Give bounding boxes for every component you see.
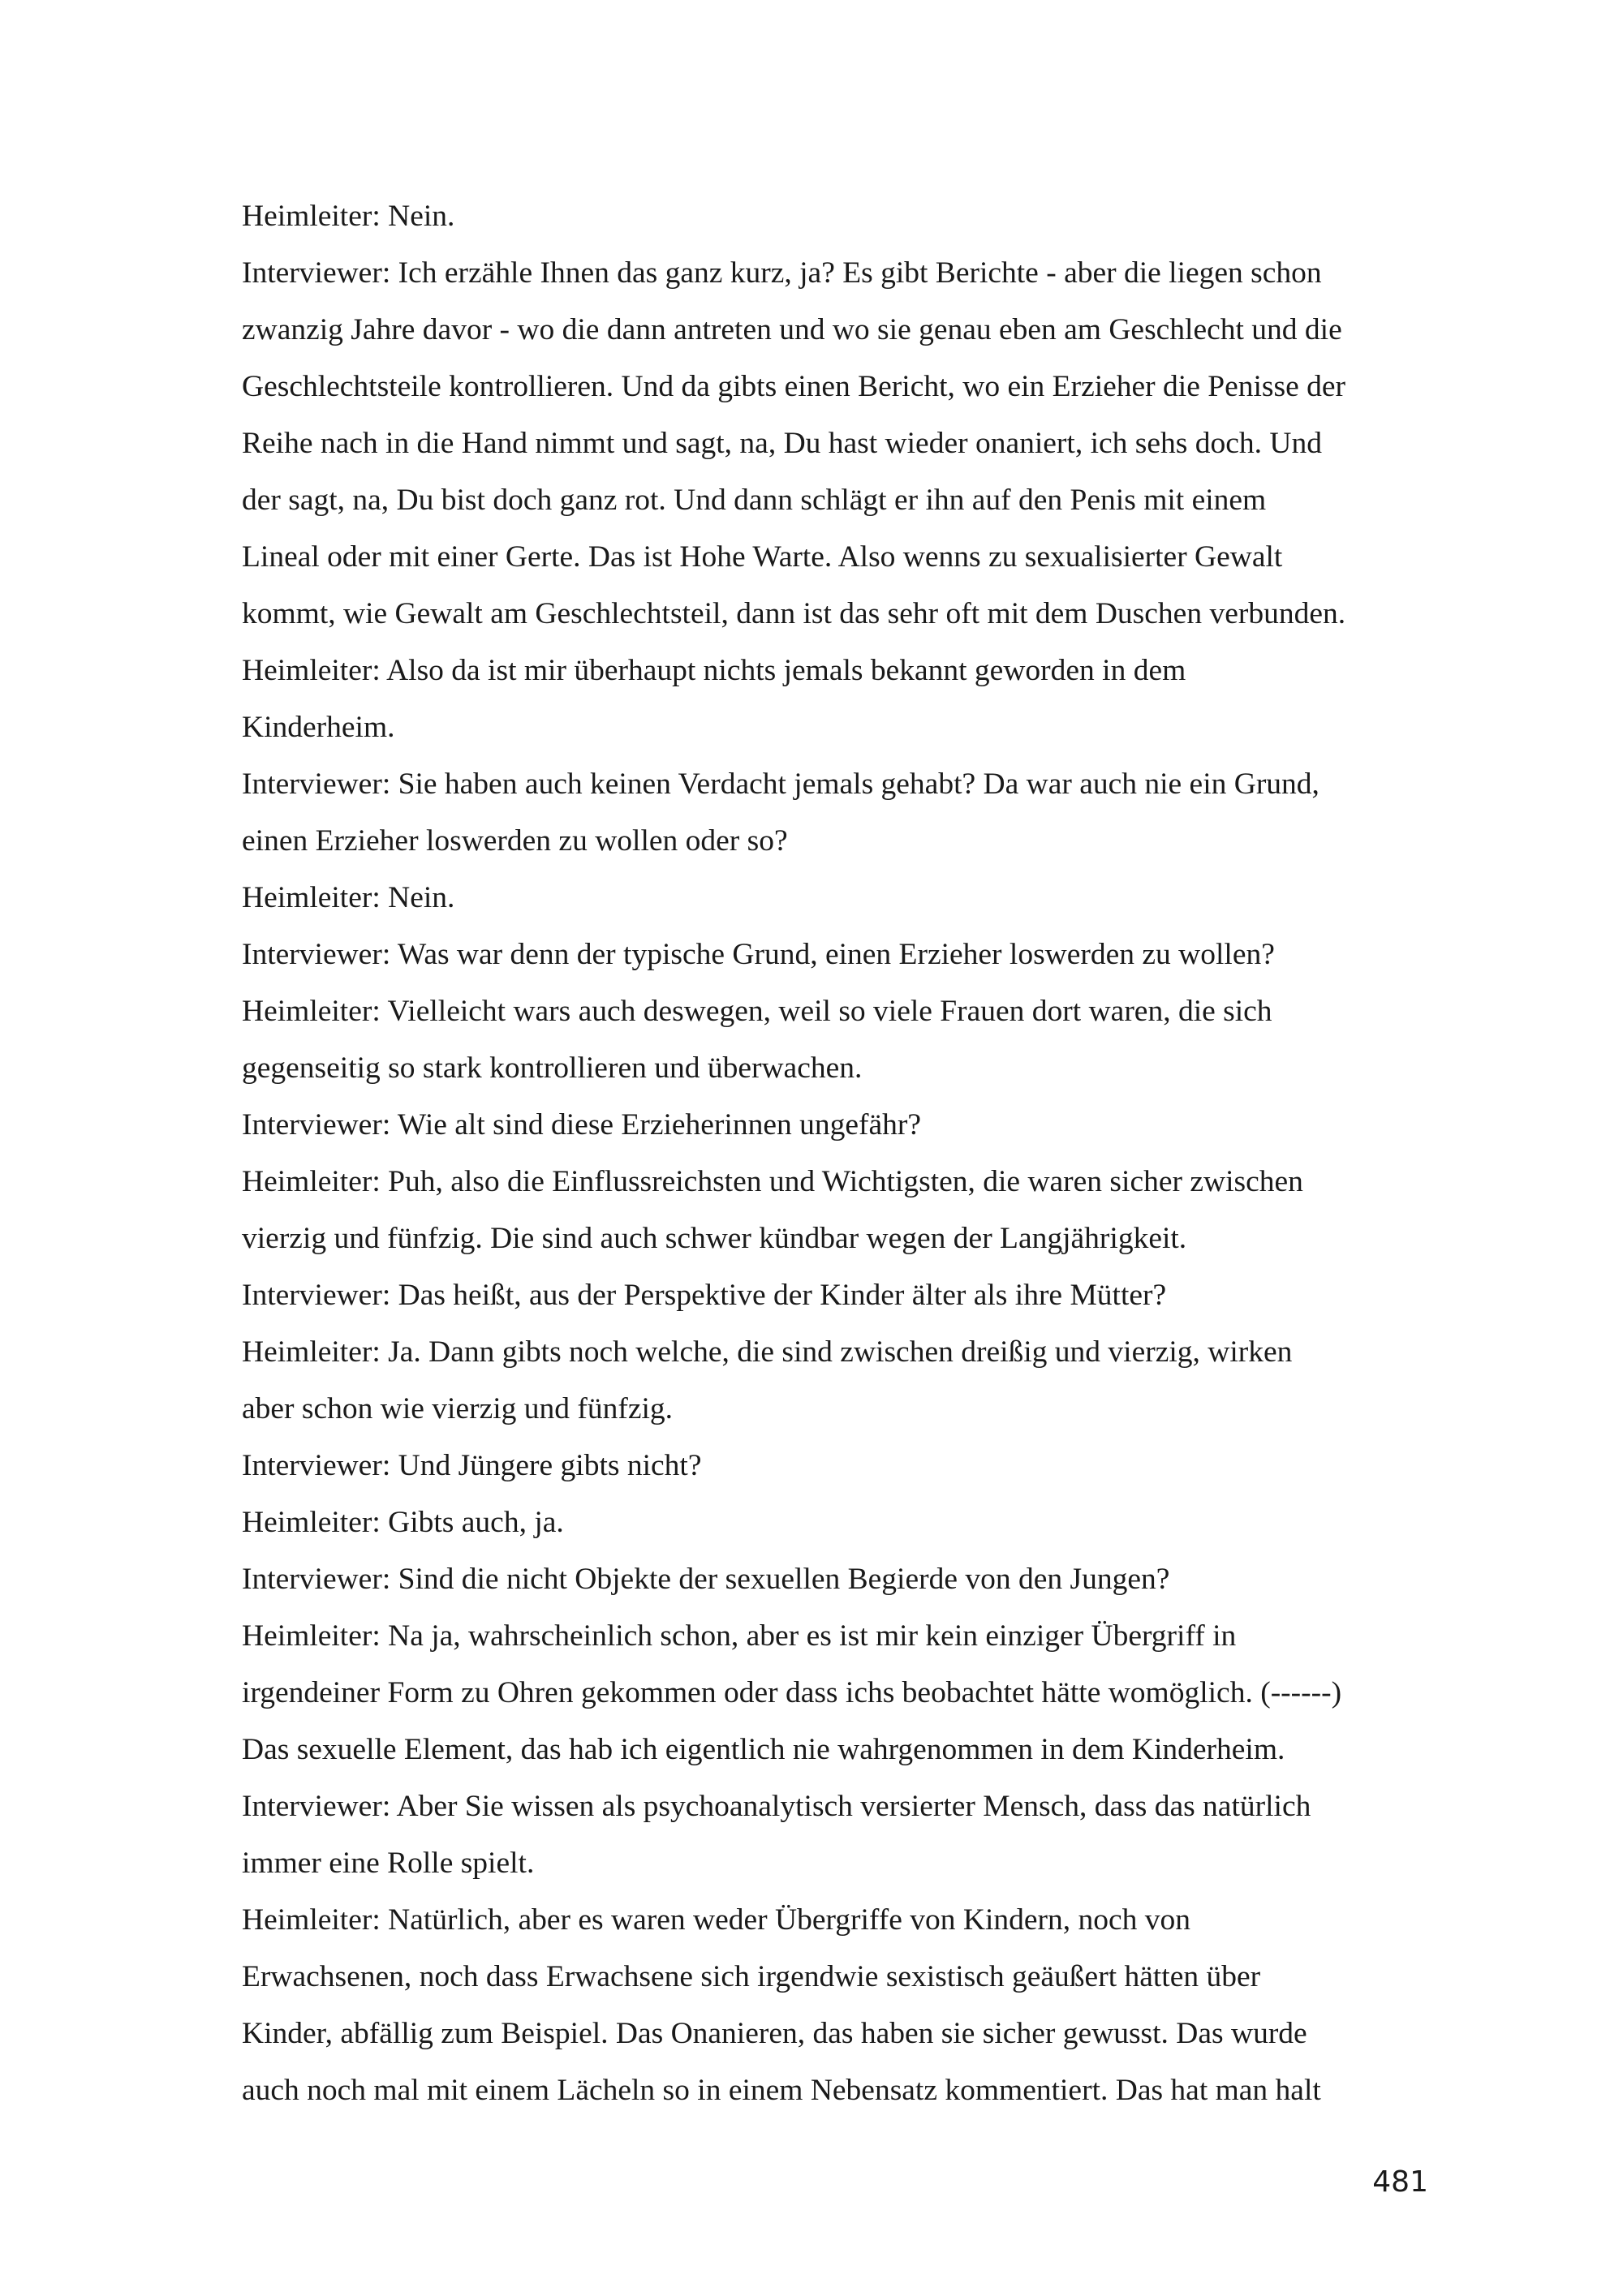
- text-line: Geschlechtsteile kontrollieren. Und da gibts einen Bericht, wo ein Erzieher die Penisse der: [242, 370, 1345, 403]
- interview-transcript: [242, 188, 1443, 2119]
- text-line: kommt, wie Gewalt am Geschlechtsteil, dann ist das sehr oft mit dem Duschen verbunden.: [242, 597, 1346, 630]
- page-number: 481: [1372, 2165, 1428, 2199]
- text-line: Heimleiter: Na ja, wahrscheinlich schon, aber es ist mir kein einziger Übergriff in: [242, 1619, 1237, 1653]
- text-line: Heimleiter: Also da ist mir überhaupt nichts jemals bekannt geworden in dem: [242, 654, 1186, 687]
- text-line: Interviewer: Ich erzähle Ihnen das ganz kurz, ja? Es gibt Berichte - aber die liegen schon: [242, 256, 1322, 290]
- text-line: der sagt, na, Du bist doch ganz rot. Und dann schlägt er ihn auf den Penis mit einem: [242, 484, 1267, 517]
- text-line: Heimleiter: Ja. Dann gibts noch welche, die sind zwischen dreißig und vierzig, wirken: [242, 1335, 1293, 1369]
- text-line: Das sexuelle Element, das hab ich eigentlich nie wahrgenommen in dem Kinderheim.: [242, 1733, 1285, 1766]
- text-line: Interviewer: Wie alt sind diese Erzieherinnen ungefähr?: [242, 1108, 922, 1142]
- text-line: Reihe nach in die Hand nimmt und sagt, na, Du hast wieder onaniert, ich sehs doch. Und: [242, 427, 1322, 460]
- text-line: Interviewer: Das heißt, aus der Perspektive der Kinder älter als ihre Mütter?: [242, 1279, 1167, 1312]
- text-line: Interviewer: Und Jüngere gibts nicht?: [242, 1449, 702, 1482]
- text-line: irgendeiner Form zu Ohren gekommen oder dass ichs beobachtet hätte womöglich. (------): [242, 1676, 1342, 1709]
- text-line: Heimleiter: Natürlich, aber es waren weder Übergriffe von Kindern, noch von: [242, 1903, 1191, 1937]
- text-line: immer eine Rolle spielt.: [242, 1847, 535, 1880]
- text-line: Interviewer: Sie haben auch keinen Verdacht jemals gehabt? Da war auch nie ein Grund,: [242, 767, 1319, 801]
- text-line: auch noch mal mit einem Lächeln so in einem Nebensatz kommentiert. Das hat man halt: [242, 2074, 1321, 2107]
- text-line: Kinderheim.: [242, 711, 395, 744]
- text-line: Interviewer: Sind die nicht Objekte der sexuellen Begierde von den Jungen?: [242, 1563, 1170, 1596]
- text-line: vierzig und fünfzig. Die sind auch schwer kündbar wegen der Langjährigkeit.: [242, 1222, 1187, 1255]
- text-line: Kinder, abfällig zum Beispiel. Das Onanieren, das haben sie sicher gewusst. Das wurde: [242, 2017, 1307, 2050]
- text-line: Heimleiter: Vielleicht wars auch deswegen, weil so viele Frauen dort waren, die sich: [242, 995, 1272, 1028]
- text-line: Interviewer: Was war denn der typische Grund, einen Erzieher loswerden zu wollen?: [242, 938, 1275, 971]
- text-line: Heimleiter: Nein.: [242, 881, 455, 914]
- text-line: einen Erzieher loswerden zu wollen oder so?: [242, 824, 788, 858]
- text-line: gegenseitig so stark kontrollieren und überwachen.: [242, 1051, 863, 1085]
- text-line: Heimleiter: Gibts auch, ja.: [242, 1506, 564, 1539]
- text-line: Heimleiter: Puh, also die Einflussreichsten und Wichtigsten, die waren sicher zwischen: [242, 1165, 1303, 1198]
- text-line: Lineal oder mit einer Gerte. Das ist Hohe Warte. Also wenns zu sexualisierter Gewalt: [242, 540, 1283, 574]
- text-line: Erwachsenen, noch dass Erwachsene sich irgendwie sexistisch geäußert hätten über: [242, 1960, 1261, 1993]
- text-line: Interviewer: Aber Sie wissen als psychoanalytisch versierter Mensch, dass das natürlich: [242, 1790, 1311, 1823]
- text-line: zwanzig Jahre davor - wo die dann antreten und wo sie genau eben am Geschlecht und die: [242, 313, 1342, 346]
- text-line: aber schon wie vierzig und fünfzig.: [242, 1392, 674, 1425]
- text-line: Heimleiter: Nein.: [242, 200, 455, 233]
